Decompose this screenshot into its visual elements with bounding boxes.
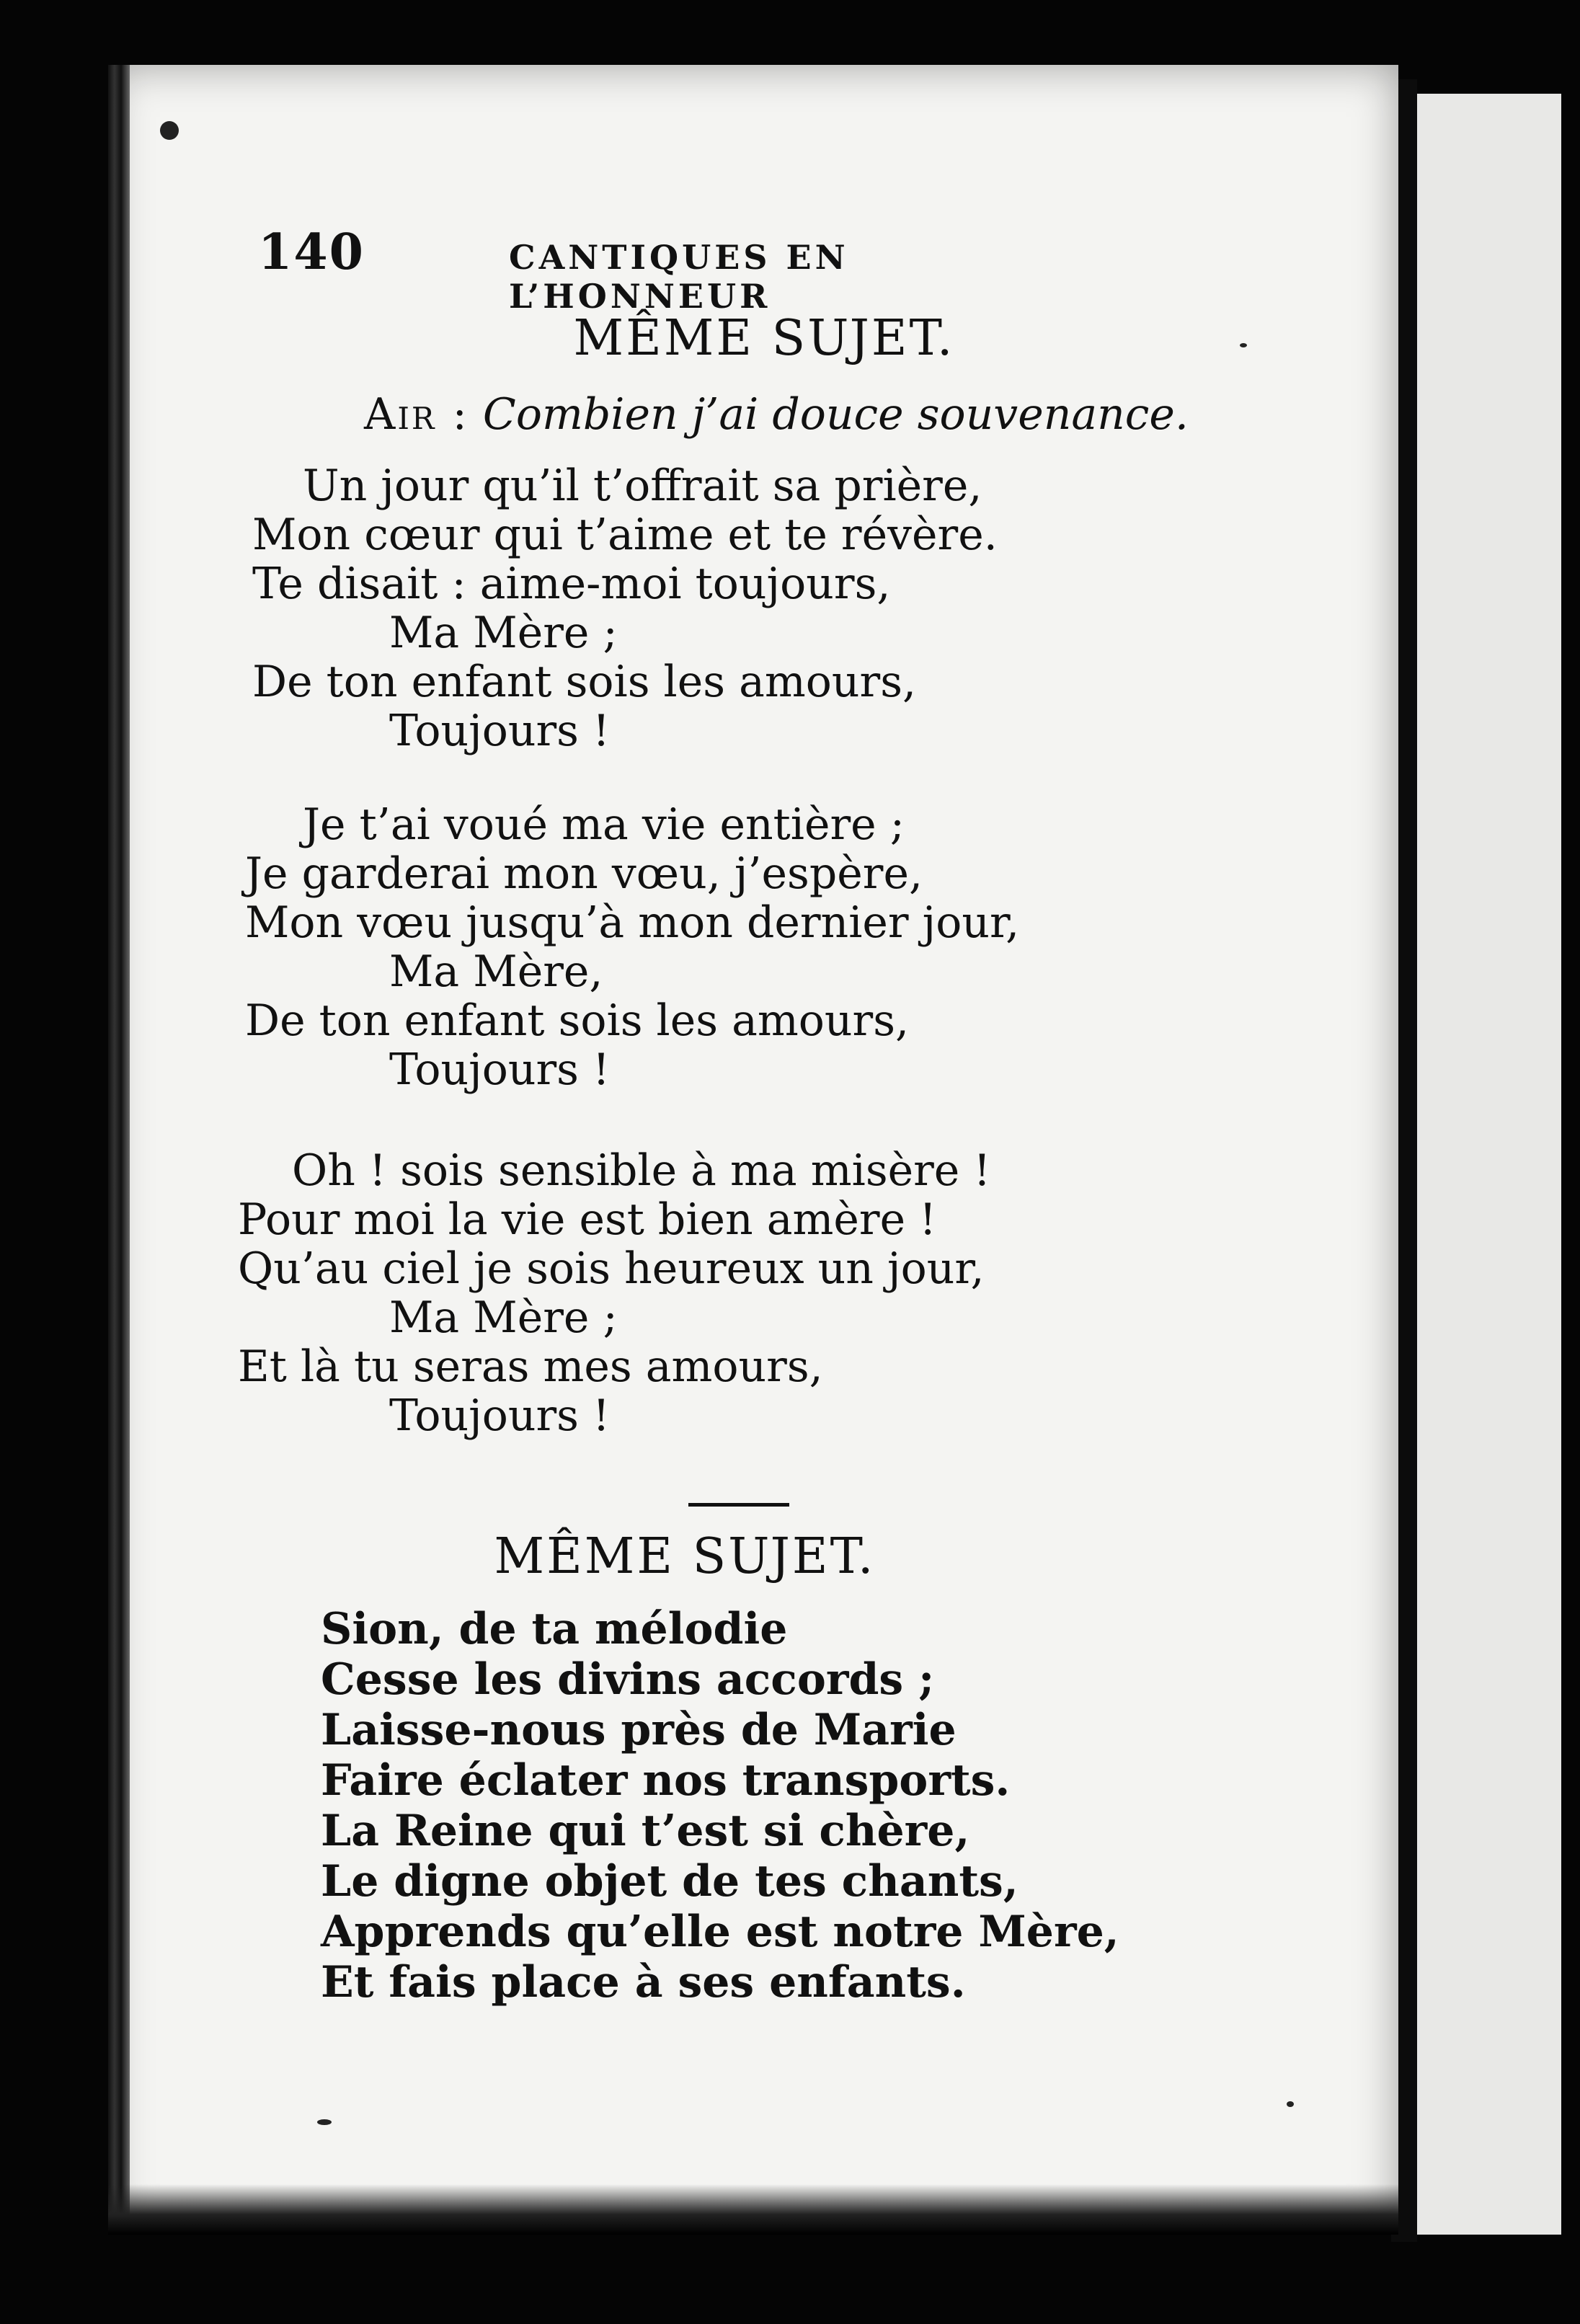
ink-speck [1240, 343, 1247, 347]
verse-line: Te disait : aime-moi toujours, [252, 559, 891, 609]
ink-speck [160, 121, 179, 140]
stanza [238, 800, 1283, 1094]
refrain-line: Ma Mère ; [389, 608, 618, 658]
page-number: 140 [258, 223, 365, 281]
air-tune: Combien j’ai douce souvenance. [482, 389, 1189, 440]
verse-line: Un jour qu’il t’offrait sa prière, [303, 461, 982, 511]
page-bottom-shadow [108, 2184, 1398, 2235]
verse-line: Faire éclater nos transports. [321, 1755, 1011, 1806]
section-divider [688, 1503, 789, 1507]
verse-line: La Reine qui t’est si chère, [321, 1806, 970, 1856]
ink-speck [1287, 2101, 1294, 2107]
verse-line: Pour moi la vie est bien amère ! [238, 1194, 937, 1245]
verse-line: Mon vœu jusqu’à mon dernier jour, [245, 897, 1020, 948]
verse-line: Je t’ai voué ma vie entière ; [303, 799, 905, 850]
section-title: MÊME SUJET. [573, 310, 955, 367]
section-title: MÊME SUJET. [494, 1528, 876, 1585]
stanza [238, 1146, 1283, 1440]
verse-line: Et fais place à ses enfants. [321, 1957, 966, 2008]
running-head [258, 223, 1065, 316]
adjacent-page-edge [1417, 94, 1561, 2235]
verse-line: Je garderai mon vœu, j’espère, [245, 848, 923, 899]
stanza [321, 1604, 1366, 2008]
verse-line: Le digne objet de tes chants, [321, 1856, 1018, 1907]
verse-line: Qu’au ciel je sois heureux un jour, [238, 1243, 985, 1294]
verse-line: Et là tu seras mes amours, [238, 1341, 823, 1392]
air-line [364, 389, 1243, 440]
refrain-line: Ma Mère ; [389, 1292, 618, 1343]
verse-line: Laisse-nous près de Marie [321, 1705, 957, 1755]
refrain-line: Toujours ! [389, 1045, 611, 1095]
verse-line: Oh ! sois sensible à ma misère ! [292, 1145, 991, 1196]
verse-line: Sion, de ta mélodie [321, 1604, 788, 1654]
ink-speck [317, 2119, 332, 2125]
stanza [238, 461, 1283, 755]
refrain-line: Toujours ! [389, 706, 611, 756]
running-title: CANTIQUES EN L’HONNEUR [508, 238, 849, 316]
refrain-line: Toujours ! [389, 1391, 611, 1441]
refrain-line: Ma Mère, [389, 946, 603, 997]
verse-line: Cesse les divins accords ; [321, 1654, 935, 1705]
verse-line: Apprends qu’elle est notre Mère, [321, 1907, 1119, 1957]
air-label: Air : [364, 389, 469, 440]
verse-line: De ton enfant sois les amours, [252, 657, 917, 707]
verse-line: De ton enfant sois les amours, [245, 995, 910, 1046]
verse-line: Mon cœur qui t’aime et te révère. [252, 510, 998, 560]
